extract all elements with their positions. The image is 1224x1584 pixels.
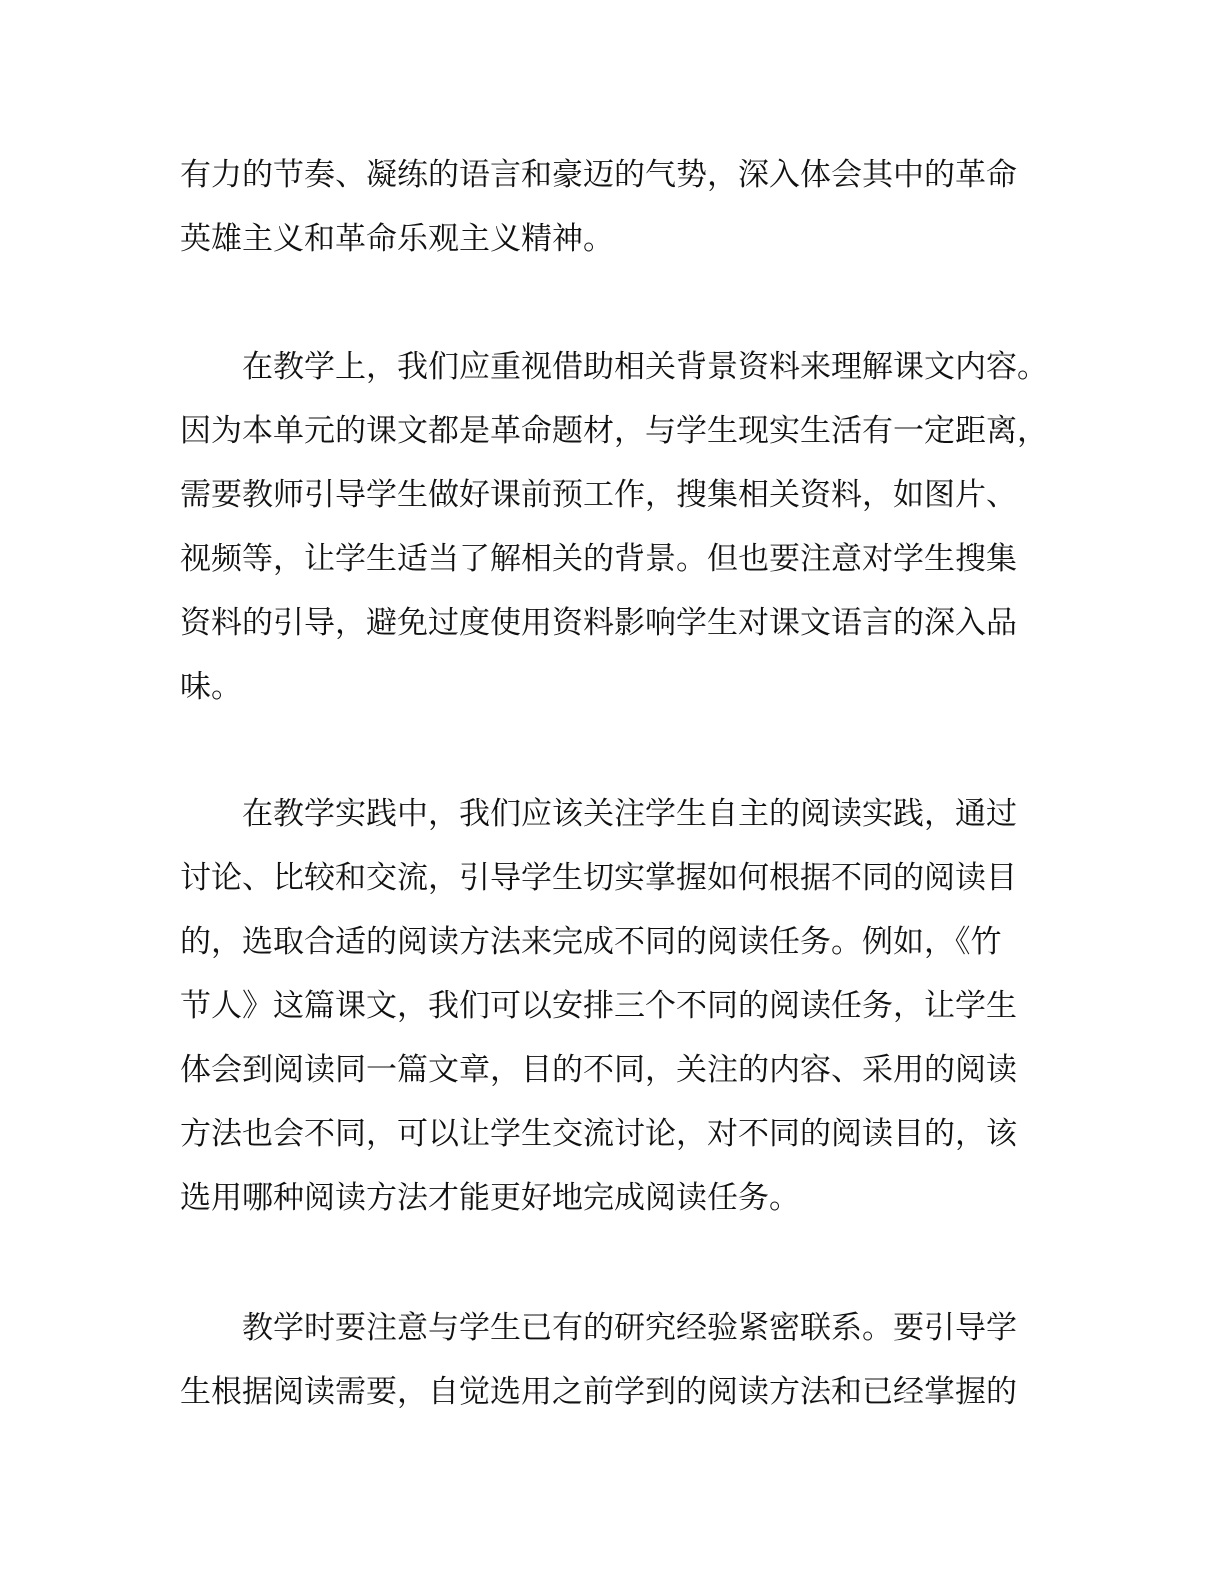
text-line: 方法也会不同，可以让学生交流讨论，对不同的阅读目的，该 [180,1116,1017,1152]
text-line: 生根据阅读需要，自觉选用之前学到的阅读方法和已经掌握的 [180,1374,1017,1410]
text-line: 资料的引导，避免过度使用资料影响学生对课文语言的深入品 [180,605,1017,641]
text-line: 在教学上，我们应重视借助相关背景资料来理解课文内容。 [242,349,1048,385]
paragraph [180,143,1060,271]
paragraph [180,335,1060,719]
text-line: 有力的节奏、凝练的语言和豪迈的气势，深入体会其中的革命 [180,157,1017,193]
text-line: 节人》这篇课文，我们可以安排三个不同的阅读任务，让学生 [180,988,1017,1024]
paragraph [180,782,1060,1230]
text-line: 需要教师引导学生做好课前预工作，搜集相关资料，如图片、 [180,477,1017,513]
text-line: 体会到阅读同一篇文章，目的不同，关注的内容、采用的阅读 [180,1052,1017,1088]
text-line: 在教学实践中，我们应该关注学生自主的阅读实践，通过 [242,796,1017,832]
text-line: 教学时要注意与学生已有的研究经验紧密联系。要引导学 [242,1310,1017,1346]
text-line: 的，选取合适的阅读方法来完成不同的阅读任务。例如，《竹 [180,924,1002,960]
text-line: 讨论、比较和交流，引导学生切实掌握如何根据不同的阅读目 [180,860,1017,896]
text-line: 选用哪种阅读方法才能更好地完成阅读任务。 [180,1180,800,1216]
text-line: 味。 [180,669,242,705]
text-line: 因为本单元的课文都是革命题材，与学生现实生活有一定距离， [180,413,1048,449]
text-line: 视频等，让学生适当了解相关的背景。但也要注意对学生搜集 [180,541,1017,577]
paragraph [180,1296,1060,1424]
text-line: 英雄主义和革命乐观主义精神。 [180,221,614,257]
